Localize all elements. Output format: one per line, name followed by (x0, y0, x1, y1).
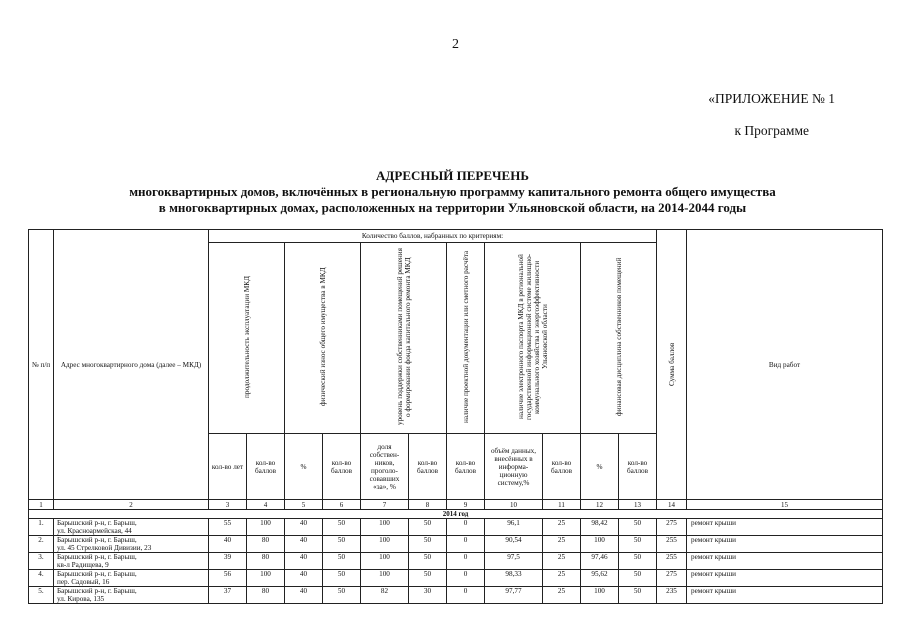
sum-cell: 255 (657, 553, 687, 570)
value-cell: 95,62 (581, 570, 619, 587)
header-number: № п/п (29, 230, 54, 500)
value-cell: 25 (543, 519, 581, 536)
value-cell: 55 (209, 519, 247, 536)
address-line: ул. Кирова, 135 (57, 595, 105, 603)
criterion-2 (285, 243, 361, 434)
header-criteria: Количество баллов, набранных по критериям: (209, 230, 657, 243)
work-type-cell: ремонт крыши (687, 553, 883, 570)
value-cell: 37 (209, 587, 247, 604)
value-cell: 39 (209, 553, 247, 570)
criterion-4-label: наличие проектной документации или сметного расчёта (461, 250, 470, 424)
address-cell (54, 553, 209, 570)
column-number: 14 (657, 500, 687, 510)
value-cell: 0 (447, 536, 485, 553)
appendix-subtitle: к Программе (734, 123, 809, 138)
value-cell: 50 (409, 570, 447, 587)
criterion-1 (209, 243, 285, 434)
sub-header: кол-во баллов (247, 434, 285, 500)
address-line: ул. Красноармейская, 44 (57, 527, 132, 535)
value-cell: 100 (581, 587, 619, 604)
sub-header: кол-во баллов (323, 434, 361, 500)
value-cell: 98,33 (485, 570, 543, 587)
sub-header: доля собствен-ников, проголо-совавших «за», % (361, 434, 409, 500)
sub-header: % (581, 434, 619, 500)
sum-cell: 275 (657, 570, 687, 587)
address-cell (54, 519, 209, 536)
address-list-table (28, 229, 883, 604)
address-line: кв-л Радищева, 9 (57, 561, 109, 569)
table-row (29, 587, 883, 604)
sum-cell: 275 (657, 519, 687, 536)
table-row (29, 570, 883, 587)
value-cell: 100 (581, 536, 619, 553)
column-number: 5 (285, 500, 323, 510)
column-number: 8 (409, 500, 447, 510)
address-line: ул. 45 Стрелковой Дивизии, 23 (57, 544, 152, 552)
year-label: 2014 год (29, 510, 883, 519)
value-cell: 50 (409, 553, 447, 570)
criterion-6-label: финансовая дисциплина собственников помещений (614, 257, 623, 417)
header-address: Адрес многоквартирного дома (далее – МКД) (54, 230, 209, 500)
value-cell: 40 (285, 519, 323, 536)
value-cell: 97,77 (485, 587, 543, 604)
address-line: Барышский р-н, г. Барыш, (57, 553, 137, 561)
value-cell: 30 (409, 587, 447, 604)
value-cell: 25 (543, 553, 581, 570)
criterion-5 (485, 243, 581, 434)
value-cell: 40 (285, 553, 323, 570)
title-line-3: в многоквартирных домах, расположенных на территории Ульяновской области, на 2014-2044 годы (158, 200, 747, 215)
value-cell: 25 (543, 587, 581, 604)
column-number: 10 (485, 500, 543, 510)
header-work: Вид работ (687, 230, 883, 500)
work-type-cell: ремонт крыши (687, 536, 883, 553)
work-type-cell: ремонт крыши (687, 570, 883, 587)
value-cell: 40 (209, 536, 247, 553)
title-line-1: АДРЕСНЫЙ ПЕРЕЧЕНЬ (376, 168, 529, 183)
value-cell: 50 (323, 587, 361, 604)
table-row (29, 553, 883, 570)
value-cell: 50 (619, 553, 657, 570)
address-line: Барышский р-н, г. Барыш, (57, 587, 137, 595)
column-number: 9 (447, 500, 485, 510)
value-cell: 0 (447, 570, 485, 587)
sum-cell: 235 (657, 587, 687, 604)
value-cell: 25 (543, 570, 581, 587)
value-cell: 50 (323, 519, 361, 536)
document-title (0, 168, 905, 216)
address-line: Барышский р-н, г. Барыш, (57, 536, 137, 544)
header-sum-label: Сумма баллов (667, 341, 676, 386)
value-cell: 97,46 (581, 553, 619, 570)
column-number: 6 (323, 500, 361, 510)
sub-header: кол-во баллов (543, 434, 581, 500)
address-cell (54, 536, 209, 553)
value-cell: 40 (285, 536, 323, 553)
value-cell: 40 (285, 570, 323, 587)
column-number-row (29, 500, 883, 510)
value-cell: 40 (285, 587, 323, 604)
value-cell: 50 (619, 587, 657, 604)
value-cell: 0 (447, 587, 485, 604)
header-row-1 (29, 230, 883, 243)
value-cell: 50 (619, 536, 657, 553)
sub-header: объём данных, внесённых в информа-ционную систему,% (485, 434, 543, 500)
table-row (29, 519, 883, 536)
value-cell: 50 (323, 553, 361, 570)
value-cell: 100 (247, 519, 285, 536)
row-number: 5. (29, 587, 54, 604)
column-number: 4 (247, 500, 285, 510)
value-cell: 100 (361, 519, 409, 536)
column-number: 2 (54, 500, 209, 510)
criterion-1-label: продолжительность эксплуатации МКД (242, 276, 251, 398)
value-cell: 50 (409, 536, 447, 553)
column-number: 15 (687, 500, 883, 510)
value-cell: 100 (361, 536, 409, 553)
column-number: 11 (543, 500, 581, 510)
address-cell (54, 587, 209, 604)
value-cell: 100 (361, 570, 409, 587)
sub-header: кол-во баллов (619, 434, 657, 500)
page-number: 2 (452, 37, 459, 52)
column-number: 13 (619, 500, 657, 510)
column-number: 3 (209, 500, 247, 510)
year-row (29, 510, 883, 519)
header-sum (657, 230, 687, 500)
sub-header: кол-во баллов (409, 434, 447, 500)
value-cell: 50 (323, 536, 361, 553)
work-type-cell: ремонт крыши (687, 587, 883, 604)
value-cell: 96,1 (485, 519, 543, 536)
criterion-6 (581, 243, 657, 434)
value-cell: 56 (209, 570, 247, 587)
value-cell: 50 (619, 570, 657, 587)
row-number: 4. (29, 570, 54, 587)
address-line: Барышский р-н, г. Барыш, (57, 570, 137, 578)
value-cell: 82 (361, 587, 409, 604)
criterion-2-label: физический износ общего имущества в МКД (318, 267, 327, 407)
criterion-4 (447, 243, 485, 434)
value-cell: 50 (409, 519, 447, 536)
column-number: 1 (29, 500, 54, 510)
criterion-3-label: уровень поддержки собственниками помещений решения о формировании фонда капитального ремонта МКД (395, 248, 412, 426)
criterion-3 (361, 243, 447, 434)
appendix-label: «ПРИЛОЖЕНИЕ № 1 (708, 91, 835, 106)
column-number: 12 (581, 500, 619, 510)
value-cell: 80 (247, 587, 285, 604)
address-cell (54, 570, 209, 587)
title-line-2: многоквартирных домов, включённых в региональную программу капитального ремонта общего имущества (129, 184, 776, 199)
row-number: 1. (29, 519, 54, 536)
value-cell: 100 (361, 553, 409, 570)
value-cell: 50 (619, 519, 657, 536)
column-number: 7 (361, 500, 409, 510)
table-row (29, 536, 883, 553)
sub-header: кол-во баллов (447, 434, 485, 500)
address-line: пер. Садовый, 16 (57, 578, 110, 586)
row-number: 2. (29, 536, 54, 553)
value-cell: 80 (247, 536, 285, 553)
row-number: 3. (29, 553, 54, 570)
sub-header: % (285, 434, 323, 500)
value-cell: 100 (247, 570, 285, 587)
value-cell: 25 (543, 536, 581, 553)
sum-cell: 255 (657, 536, 687, 553)
value-cell: 0 (447, 519, 485, 536)
address-line: Барышский р-н, г. Барыш, (57, 519, 137, 527)
sub-header: кол-во лет (209, 434, 247, 500)
value-cell: 50 (323, 570, 361, 587)
value-cell: 90,54 (485, 536, 543, 553)
criterion-5-label: наличие электронного паспорта МКД в региональной государственной информационной системе жилищно-коммунального хозяйства и энергоэффективности Ульяновской области (516, 253, 549, 421)
value-cell: 97,5 (485, 553, 543, 570)
value-cell: 0 (447, 553, 485, 570)
work-type-cell: ремонт крыши (687, 519, 883, 536)
value-cell: 98,42 (581, 519, 619, 536)
value-cell: 80 (247, 553, 285, 570)
